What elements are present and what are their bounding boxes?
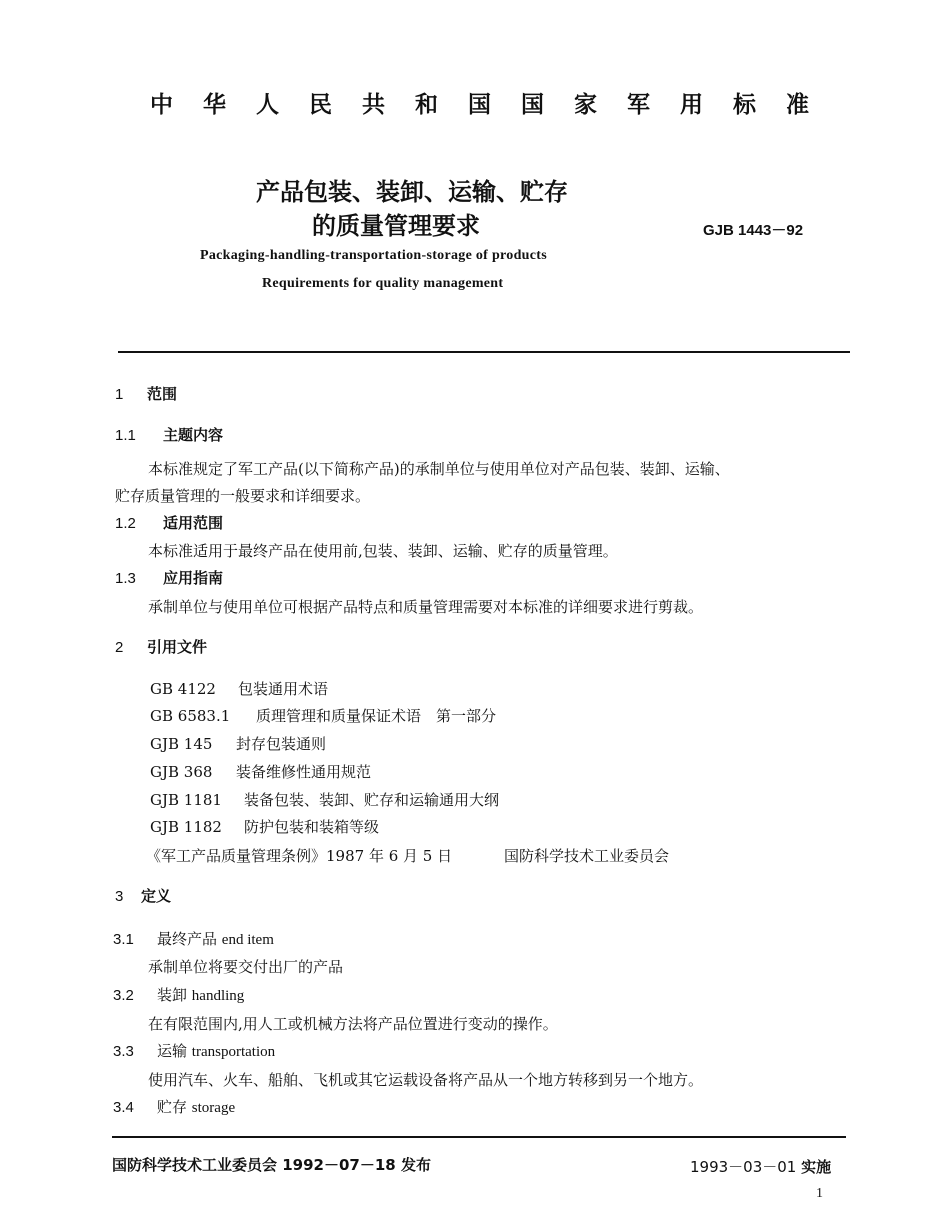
reference-code: GJB 145 [150,735,213,753]
section-1-2-text: 本标准适用于最终产品在使用前,包装、装卸、运输、贮存的质量管理。 [148,542,618,560]
header-divider [118,351,850,353]
section-title: 引用文件 [147,638,208,656]
definition-number: 3.1 [113,931,134,948]
effective-date-line [690,1156,831,1177]
definition-term: 运输 [157,1042,188,1060]
section-1-2-heading [115,512,223,533]
reference-item [150,733,326,754]
definition-heading [113,1096,235,1117]
reference-code: GB 6583.1 [150,707,231,725]
reference-code: GB 4122 [150,680,216,698]
section-number: 1.2 [115,515,136,532]
definition-number: 3.3 [113,1043,134,1060]
definition-term: 贮存 [157,1098,188,1116]
definition-text: 在有限范围内,用人工或机械方法将产品位置进行变动的操作。 [148,1015,558,1033]
definition-number: 3.2 [113,987,134,1004]
reference-code: 《军工产品质量管理条例》1987 年 6 月 5 日 [146,847,453,865]
issuer-release-line: 国防科学技术工业委员会 1992－07－18 发布 [112,1156,431,1174]
footer-divider [112,1136,846,1138]
section-1-1-text-line1: 本标准规定了军工产品(以下简称产品)的承制单位与使用单位对产品包装、装卸、运输、 [148,460,730,478]
section-title: 应用指南 [163,569,224,587]
definition-term-en: handling [191,988,245,1004]
section-number: 3 [115,888,124,905]
reference-item [150,761,371,782]
reference-item [150,705,496,726]
section-number: 2 [115,639,124,656]
reference-title: 质理管理和质量保证术语 第一部分 [256,707,497,725]
definition-term-en: end item [221,932,274,948]
reference-code: GJB 368 [150,763,213,781]
standard-code: GJB 1443－92 [703,222,804,239]
section-3-heading [115,885,171,906]
section-title: 定义 [141,887,172,905]
definition-term: 最终产品 [157,930,218,948]
section-1-heading [115,383,177,404]
section-number: 1.3 [115,570,136,587]
reference-title: 包装通用术语 [238,680,329,698]
definition-heading [113,928,274,949]
effective-label: 实施 [801,1158,832,1176]
section-title: 适用范围 [163,514,224,532]
issuing-authority-header: 中 华 人 民 共 和 国 国 家 军 用 标 准 [149,92,821,118]
definition-term: 装卸 [157,986,188,1004]
reference-item [146,845,669,866]
section-2-heading [115,636,207,657]
page-number: 1 [816,1186,823,1201]
definition-heading [113,984,244,1005]
effective-date: 1993－03－01 [690,1158,797,1176]
title-en-line1: Packaging-handling-transportation-storage of products [200,248,547,263]
section-1-3-heading [115,567,223,588]
section-number: 1 [115,386,124,403]
reference-title: 装备包装、装卸、贮存和运输通用大纲 [244,791,500,809]
definition-term-en: transportation [191,1044,276,1060]
definition-term-en: storage [191,1100,236,1116]
definition-text: 承制单位将要交付出厂的产品 [148,958,344,976]
reference-title: 装备维修性通用规范 [236,763,372,781]
title-cn-line2: 的质量管理要求 [312,212,480,240]
section-1-1-heading [115,424,223,445]
definition-heading [113,1040,275,1061]
section-1-1-text-line2: 贮存质量管理的一般要求和详细要求。 [115,487,371,505]
definition-number: 3.4 [113,1099,134,1116]
title-en-line2: Requirements for quality management [262,276,504,291]
section-title: 范围 [147,385,178,403]
reference-title: 国防科学技术工业委员会 [504,847,670,865]
title-cn-line1: 产品包装、装卸、运输、贮存 [256,178,568,206]
reference-item [150,816,379,837]
section-number: 1.1 [115,427,136,444]
reference-title: 封存包装通则 [236,735,327,753]
reference-code: GJB 1182 [150,818,222,836]
reference-code: GJB 1181 [150,791,222,809]
definition-text: 使用汽车、火车、船舶、飞机或其它运载设备将产品从一个地方转移到另一个地方。 [148,1071,704,1089]
section-1-3-text: 承制单位与使用单位可根据产品特点和质量管理需要对本标准的详细要求进行剪裁。 [148,598,704,616]
reference-title: 防护包装和装箱等级 [244,818,380,836]
reference-item [150,678,328,699]
reference-item [150,789,499,810]
section-title: 主题内容 [163,426,224,444]
